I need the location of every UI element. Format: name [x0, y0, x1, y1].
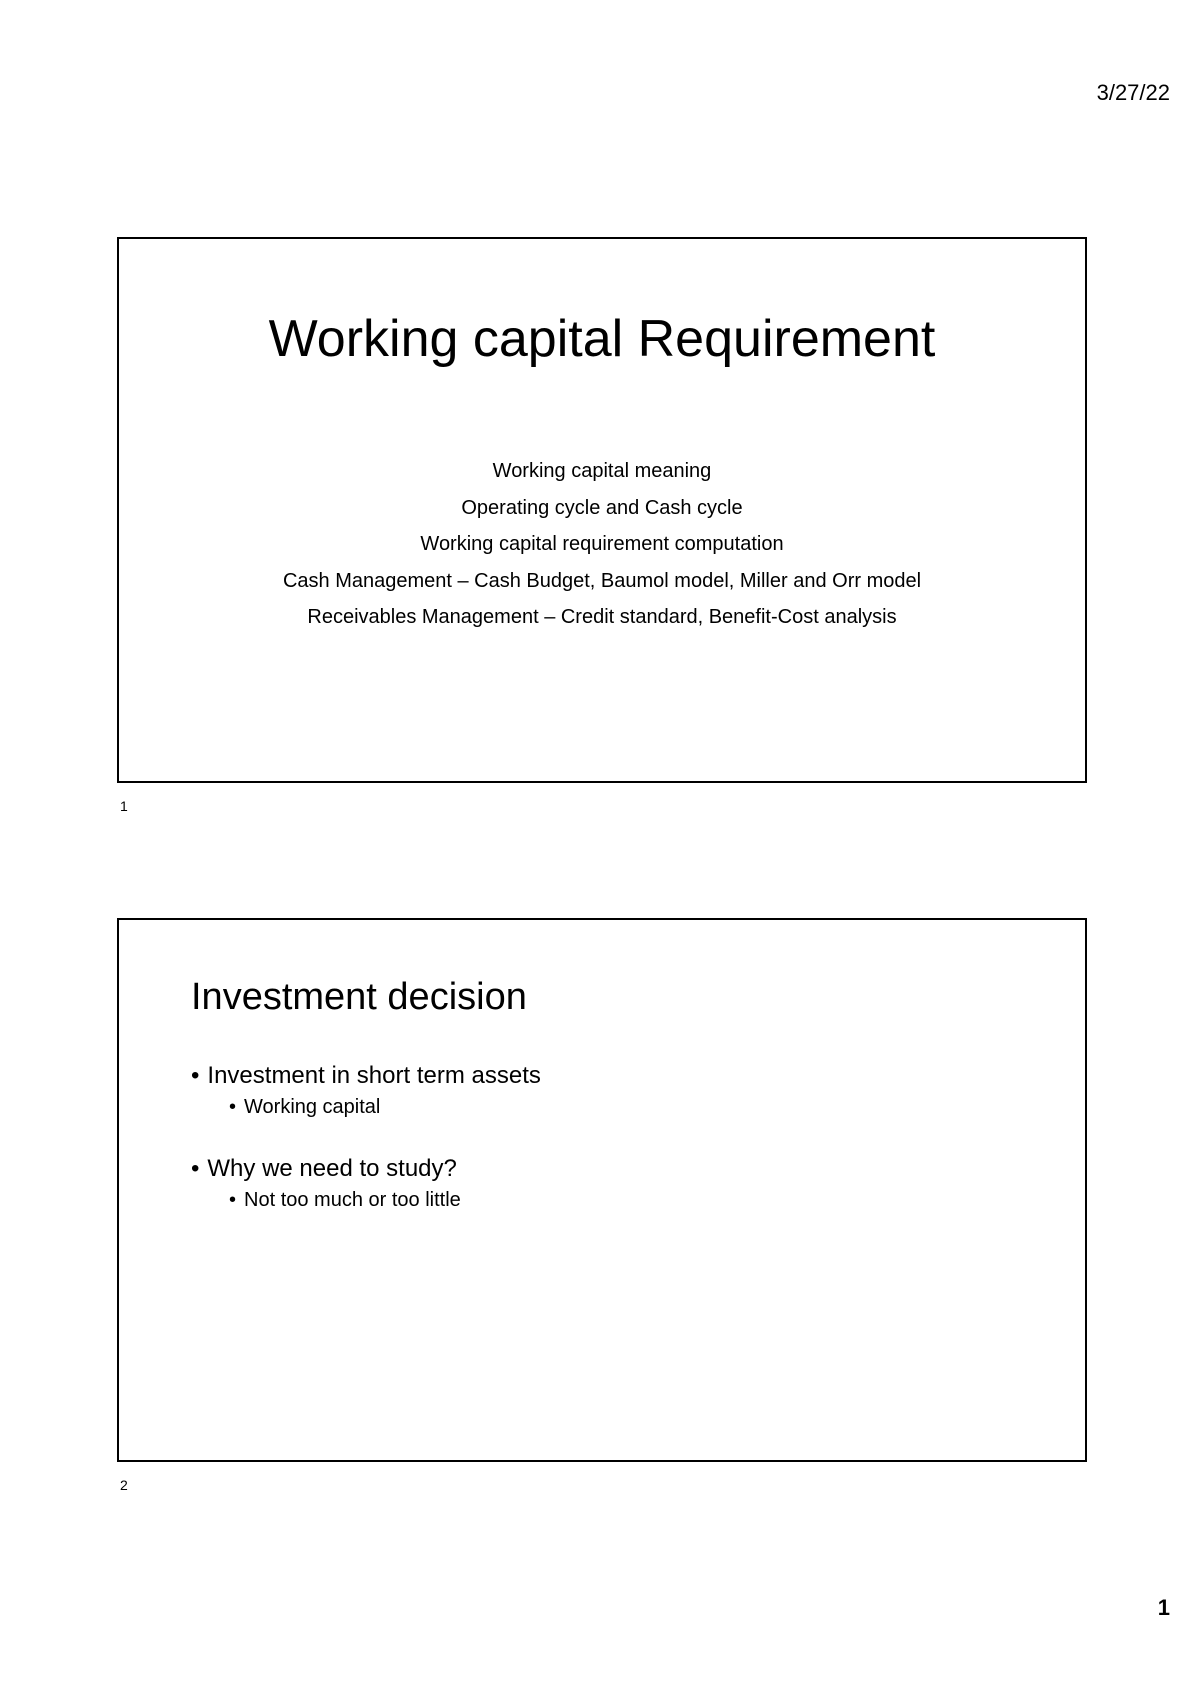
bullet-icon: •	[191, 1062, 200, 1089]
subtitle-line: Receivables Management – Credit standard, Benefit-Cost analysis	[307, 606, 897, 628]
subtitle-line: Operating cycle and Cash cycle	[461, 496, 743, 519]
print-date: 3/27/22	[1096, 80, 1170, 105]
subtitle-line: Cash Management – Cash Budget, Baumol model, Miller and Orr model	[282, 569, 922, 592]
slide-subtitle-list	[119, 453, 1085, 636]
slide-title: Working capital Requirement	[268, 310, 936, 368]
slide-title: Investment decision	[191, 976, 527, 1018]
slide-number: 2	[120, 1477, 128, 1493]
bullet-item	[191, 1062, 541, 1090]
sub-bullet-item	[229, 1189, 541, 1212]
subtitle-line: Working capital requirement computation	[420, 533, 784, 555]
subtitle-line: Working capital meaning	[492, 460, 712, 482]
slide-2	[117, 918, 1087, 1462]
bullet-icon: •	[191, 1155, 200, 1182]
bullet-icon: •	[229, 1189, 237, 1211]
bullet-text: Not too much or too little	[244, 1189, 461, 1211]
sub-bullet-item	[229, 1096, 541, 1119]
bullet-list	[191, 1062, 541, 1212]
bullet-text: Working capital	[244, 1096, 381, 1118]
bullet-text: Why we need to study?	[207, 1155, 457, 1182]
bullet-text: Investment in short term assets	[207, 1062, 541, 1089]
slide-1	[117, 237, 1087, 783]
slide-number: 1	[120, 798, 128, 814]
page-number: 1	[1157, 1595, 1170, 1620]
bullet-icon: •	[229, 1096, 237, 1118]
bullet-item	[191, 1155, 541, 1183]
